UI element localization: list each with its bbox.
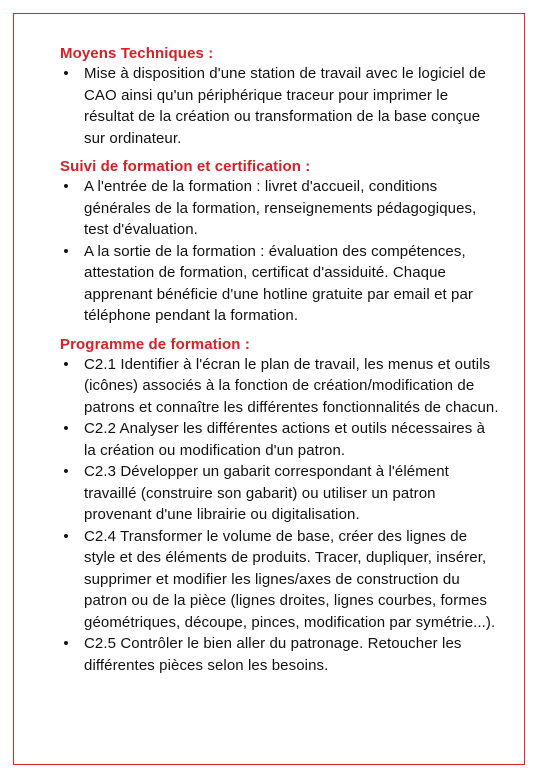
list-item: [60, 176, 500, 241]
section-title: Programme de formation :: [60, 335, 250, 353]
section-title: Suivi de formation et certification :: [60, 158, 311, 175]
bullet-icon: •: [63, 463, 69, 480]
bullet-icon: •: [63, 178, 69, 195]
bullet-icon: •: [63, 65, 69, 82]
bullet-list: [60, 176, 500, 327]
list-item-text: C2.3 Développer un gabarit correspondant à l'élément travaillé (construire son gabarit) ou utiliser un patron provenant d'une librairie ou digitalisation.: [84, 463, 449, 523]
list-item: [60, 354, 500, 419]
bullet-icon: •: [63, 635, 69, 652]
list-item-text: A l'entrée de la formation : livret d'accueil, conditions générales de la formation, renseignements pédagogiques, test d'évaluation.: [84, 178, 477, 238]
bullet-icon: •: [63, 420, 69, 437]
bullet-icon: •: [63, 242, 69, 260]
list-item: [60, 63, 500, 149]
list-item-text: C2.2 Analyser les différentes actions et outils nécessaires à la création ou modification d'un patron.: [84, 420, 486, 459]
section-moyens-techniques: [60, 44, 500, 149]
list-item-text: C2.4 Transformer le volume de base, créer des lignes de style et des éléments de produits. Tracer, dupliquer, insérer, supprimer et modifier les lignes/axes de construction du patron ou de la pièce (lignes droites, lignes courbes, formes géométriques, découpe, pinces, modification par symétrie...).: [84, 527, 496, 631]
list-item: [60, 241, 500, 327]
list-item-text: Mise à disposition d'une station de travail avec le logiciel de CAO ainsi qu'un périphérique traceur pour imprimer le résultat de la création ou transformation de la base conçue sur ordinateur.: [84, 65, 486, 147]
bullet-icon: •: [63, 355, 69, 373]
bullet-icon: •: [63, 527, 69, 545]
list-item: [60, 461, 500, 526]
bullet-list: [60, 63, 500, 149]
list-item: [60, 633, 500, 676]
list-item-text: C2.5 Contrôler le bien aller du patronage. Retoucher les différentes pièces selon les besoins.: [84, 635, 462, 674]
section-programme-formation: [60, 335, 500, 677]
bullet-list: [60, 354, 500, 677]
list-item-text: A la sortie de la formation : évaluation des compétences, attestation de formation, certificat d'assiduité. Chaque apprenant bénéficie d'une hotline gratuite par email et par téléphone pendant la formation.: [84, 242, 474, 324]
list-item: [60, 418, 500, 461]
section-title: Moyens Techniques :: [60, 45, 214, 62]
list-item: [60, 526, 500, 634]
section-suivi-formation: [60, 157, 500, 327]
list-item-text: C2.1 Identifier à l'écran le plan de travail, les menus et outils (icônes) associés à la fonction de création/modification de patrons et connaître les différentes fonctionnalités de chacun.: [84, 355, 499, 416]
document-body: [60, 44, 500, 684]
